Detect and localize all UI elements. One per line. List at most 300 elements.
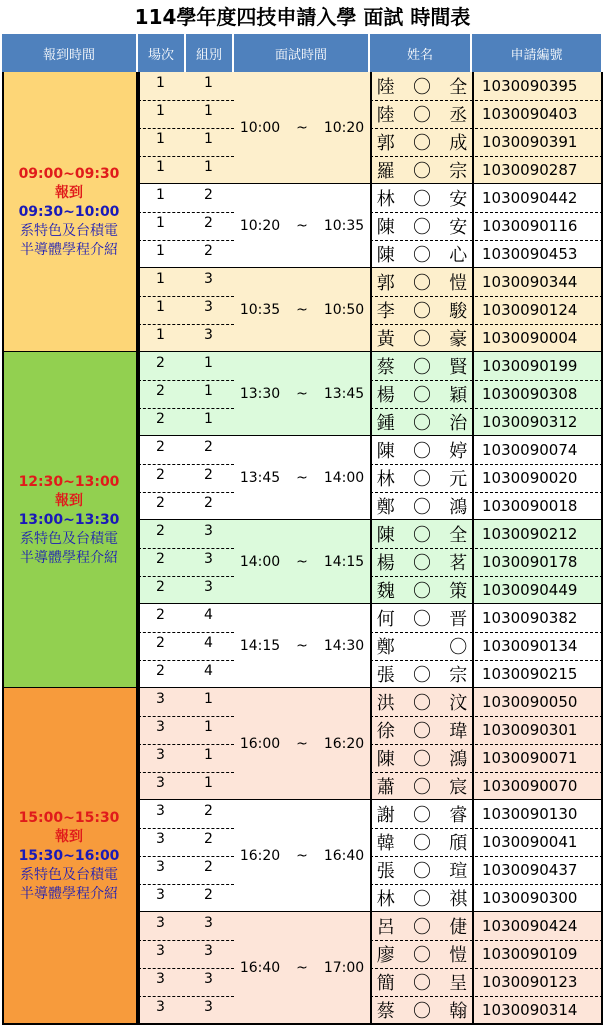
checkin-time: 15:00~15:30: [18, 809, 120, 826]
name-char: 治: [449, 413, 468, 434]
intro-text: 半導體學程介紹: [20, 885, 118, 902]
interview-separator: ~: [296, 470, 308, 486]
group-cell: 2: [204, 831, 213, 847]
group-cell: 2: [204, 467, 213, 483]
interview-time-cell: [234, 184, 370, 268]
interview-start: 16:00: [239, 736, 281, 752]
name-char: 〇: [413, 301, 431, 322]
name-char: 〇: [413, 245, 431, 266]
column-divider: [601, 72, 603, 1024]
student-name: [370, 548, 472, 576]
interview-start: 14:15: [239, 638, 281, 654]
venue-cell: 2: [156, 355, 165, 371]
group-cell: 1: [204, 747, 213, 763]
row-divider: [138, 380, 234, 381]
student-name: [370, 324, 472, 352]
header-group: 組別: [186, 34, 234, 72]
name-char: 〇: [413, 105, 431, 126]
name-char: 愷: [449, 945, 468, 966]
name-char: 〇: [413, 497, 431, 518]
group-cell: 1: [204, 159, 213, 175]
student-name: [370, 800, 472, 828]
row-divider: [138, 240, 234, 241]
venue-cell: 3: [156, 915, 165, 931]
application-number: 1030090123: [482, 973, 578, 991]
venue-cell: 2: [156, 551, 165, 567]
name-char: 〇: [413, 525, 431, 546]
name-char: 〇: [413, 161, 431, 182]
interview-end: 10:20: [323, 120, 365, 136]
application-number: 1030090453: [482, 245, 578, 263]
interview-separator: ~: [296, 736, 308, 752]
interview-time-cell: [234, 604, 370, 688]
name-char: 〇: [413, 441, 431, 462]
venue-cell: 3: [156, 859, 165, 875]
name-char: 蔡: [376, 357, 395, 378]
name-char: 〇: [413, 749, 431, 770]
interview-start: 10:00: [239, 120, 281, 136]
name-char: 〇: [413, 889, 431, 910]
name-char: 元: [449, 469, 468, 490]
name-char: 林: [376, 469, 395, 490]
interview-time-cell: [234, 800, 370, 912]
row-divider: [138, 632, 234, 633]
student-name: [370, 632, 472, 660]
name-char: 陳: [376, 245, 395, 266]
name-char: 〇: [413, 805, 431, 826]
group-cell: 4: [204, 635, 213, 651]
group-cell: 3: [204, 915, 213, 931]
intro-time: 13:00~13:30: [18, 511, 120, 528]
name-char: 呂: [376, 917, 395, 938]
name-char: 呈: [449, 973, 468, 994]
application-number: 1030090424: [482, 917, 578, 935]
interview-separator: ~: [296, 386, 308, 402]
name-char: 心: [449, 245, 468, 266]
student-name: [370, 268, 472, 296]
group-cell: 3: [204, 999, 213, 1015]
student-name: [370, 352, 472, 380]
student-name: [370, 492, 472, 520]
checkin-label: 報到: [55, 492, 83, 509]
interview-separator: ~: [296, 960, 308, 976]
venue-cell: 2: [156, 411, 165, 427]
name-char: 徐: [376, 721, 395, 742]
student-name: [370, 408, 472, 436]
interview-time-cell: [234, 912, 370, 1024]
interview-start: 16:20: [239, 848, 281, 864]
name-char: 〇: [413, 77, 431, 98]
row-divider: [138, 744, 234, 745]
application-number: 1030090070: [482, 777, 578, 795]
intro-time: 15:30~16:00: [18, 847, 120, 864]
intro-text: 半導體學程介紹: [20, 241, 118, 258]
application-number: 1030090004: [482, 329, 578, 347]
name-char: 蔡: [376, 1001, 395, 1022]
group-cell: 3: [204, 523, 213, 539]
row-divider: [138, 128, 234, 129]
student-name: [370, 296, 472, 324]
row-divider: [138, 464, 234, 465]
group-cell: 2: [204, 803, 213, 819]
name-char: 陸: [376, 77, 395, 98]
application-number: 1030090124: [482, 301, 578, 319]
group-cell: 2: [204, 859, 213, 875]
name-char: 全: [449, 525, 468, 546]
name-char: 鄭: [376, 637, 395, 658]
student-name: [370, 184, 472, 212]
interview-separator: ~: [296, 120, 308, 136]
application-number: 1030090382: [482, 609, 578, 627]
application-number: 1030090301: [482, 721, 578, 739]
venue-cell: 2: [156, 383, 165, 399]
venue-cell: 2: [156, 439, 165, 455]
interview-start: 14:00: [239, 554, 281, 570]
name-char: 〇: [413, 833, 431, 854]
name-char: 宸: [449, 777, 468, 798]
student-name: [370, 772, 472, 800]
row-divider: [138, 772, 234, 773]
student-name: [370, 72, 472, 100]
row-divider: [138, 492, 234, 493]
interview-end: 10:35: [323, 218, 365, 234]
application-number: 1030090178: [482, 553, 578, 571]
application-number: 1030090344: [482, 273, 578, 291]
name-char: 張: [376, 665, 395, 686]
group-cell: 2: [204, 187, 213, 203]
venue-cell: 2: [156, 635, 165, 651]
venue-cell: 2: [156, 495, 165, 511]
group-cell: 3: [204, 579, 213, 595]
row-divider: [138, 968, 234, 969]
name-char: 〇: [413, 1001, 431, 1022]
application-number: 1030090109: [482, 945, 578, 963]
row-divider: [138, 100, 234, 101]
interview-end: 14:30: [323, 638, 365, 654]
intro-text: 系特色及台積電: [20, 530, 118, 547]
checkin-label: 報到: [55, 184, 83, 201]
group-cell: 1: [204, 75, 213, 91]
intro-text: 系特色及台積電: [20, 222, 118, 239]
name-char: 穎: [449, 385, 468, 406]
name-char: 鄭: [376, 497, 395, 518]
application-number: 1030090018: [482, 497, 578, 515]
name-char: 〇: [413, 189, 431, 210]
name-char: 〇: [413, 721, 431, 742]
application-number: 1030090395: [482, 77, 578, 95]
name-char: 林: [376, 889, 395, 910]
row-divider: [138, 296, 234, 297]
group-cell: 1: [204, 775, 213, 791]
student-name: [370, 968, 472, 996]
venue-cell: 2: [156, 523, 165, 539]
name-char: 〇: [413, 385, 431, 406]
name-char: 宗: [449, 161, 468, 182]
name-char: 頎: [449, 833, 468, 854]
name-char: 〇: [413, 861, 431, 882]
application-number: 1030090287: [482, 161, 578, 179]
application-number: 1030090130: [482, 805, 578, 823]
application-number: 1030090308: [482, 385, 578, 403]
venue-cell: 2: [156, 663, 165, 679]
name-char: 林: [376, 189, 395, 210]
application-number: 1030090041: [482, 833, 578, 851]
name-char: 郭: [376, 273, 395, 294]
name-char: 豪: [449, 329, 468, 350]
venue-cell: 1: [156, 327, 165, 343]
student-name: [370, 576, 472, 604]
student-name: [370, 464, 472, 492]
checkin-time: 09:00~09:30: [18, 165, 120, 182]
venue-cell: 3: [156, 971, 165, 987]
venue-cell: 3: [156, 831, 165, 847]
group-cell: 2: [204, 243, 213, 259]
student-name: [370, 240, 472, 268]
intro-text: 系特色及台積電: [20, 866, 118, 883]
row-divider: [138, 884, 234, 885]
interview-end: 10:50: [323, 302, 365, 318]
name-char: 〇: [413, 469, 431, 490]
name-char: 魏: [376, 581, 395, 602]
name-char: 洪: [376, 693, 395, 714]
name-char: 楊: [376, 385, 395, 406]
interview-start: 13:45: [239, 470, 281, 486]
interview-separator: ~: [296, 638, 308, 654]
interview-time-cell: [234, 72, 370, 184]
column-divider: [370, 72, 372, 1024]
name-char: 睿: [449, 805, 468, 826]
name-char: 廖: [376, 945, 395, 966]
intro-text: 半導體學程介紹: [20, 549, 118, 566]
name-char: 〇: [449, 637, 468, 658]
student-name: [370, 884, 472, 912]
application-number: 1030090199: [482, 357, 578, 375]
student-name: [370, 212, 472, 240]
student-name: [370, 828, 472, 856]
name-char: 瑄: [449, 861, 468, 882]
interview-time-cell: [234, 436, 370, 520]
name-char: 成: [449, 133, 468, 154]
header-venue: 場次: [138, 34, 186, 72]
interview-time-cell: [234, 688, 370, 800]
header-app-no: 申請編號: [472, 34, 603, 72]
name-char: 〇: [413, 217, 431, 238]
venue-cell: 3: [156, 943, 165, 959]
group-cell: 1: [204, 131, 213, 147]
group-cell: 4: [204, 607, 213, 623]
name-char: 楊: [376, 553, 395, 574]
student-name: [370, 100, 472, 128]
header-name: 姓名: [370, 34, 472, 72]
row-divider: [138, 716, 234, 717]
column-divider: [138, 72, 140, 1024]
application-number: 1030090212: [482, 525, 578, 543]
application-number: 1030090020: [482, 469, 578, 487]
name-char: 〇: [413, 273, 431, 294]
name-char: 賢: [449, 357, 468, 378]
student-name: [370, 912, 472, 940]
column-divider: [472, 72, 474, 1024]
session-checkin-cell: [2, 352, 138, 688]
name-char: 蕭: [376, 777, 395, 798]
group-cell: 4: [204, 663, 213, 679]
name-char: 安: [449, 217, 468, 238]
interview-time-cell: [234, 352, 370, 436]
application-number: 1030090300: [482, 889, 578, 907]
interview-start: 13:30: [239, 386, 281, 402]
student-name: [370, 940, 472, 968]
interview-separator: ~: [296, 848, 308, 864]
venue-cell: 3: [156, 803, 165, 819]
application-number: 1030090116: [482, 217, 578, 235]
venue-cell: 3: [156, 999, 165, 1015]
application-number: 1030090391: [482, 133, 578, 151]
application-number: 1030090449: [482, 581, 578, 599]
group-cell: 3: [204, 551, 213, 567]
venue-cell: 3: [156, 775, 165, 791]
interview-end: 17:00: [323, 960, 365, 976]
column-divider: [2, 72, 4, 1024]
group-cell: 3: [204, 299, 213, 315]
row-divider: [138, 576, 234, 577]
group-cell: 3: [204, 327, 213, 343]
checkin-label: 報到: [55, 828, 83, 845]
student-name: [370, 436, 472, 464]
venue-cell: 1: [156, 187, 165, 203]
group-cell: 1: [204, 411, 213, 427]
venue-cell: 2: [156, 579, 165, 595]
name-char: 鍾: [376, 413, 395, 434]
name-char: 全: [449, 77, 468, 98]
name-char: 〇: [413, 917, 431, 938]
student-name: [370, 716, 472, 744]
row-divider: [138, 408, 234, 409]
group-cell: 3: [204, 271, 213, 287]
row-divider: [138, 940, 234, 941]
header-interview-time: 面試時間: [234, 34, 370, 72]
name-char: 祺: [449, 889, 468, 910]
row-divider: [138, 212, 234, 213]
name-char: 翰: [449, 1001, 468, 1022]
name-char: 韓: [376, 833, 395, 854]
name-char: 茗: [449, 553, 468, 574]
name-char: 〇: [413, 413, 431, 434]
page-title: 114學年度四技申請入學 面試 時間表: [134, 5, 471, 29]
name-char: 〇: [413, 777, 431, 798]
application-number: 1030090442: [482, 189, 578, 207]
group-cell: 1: [204, 719, 213, 735]
interview-separator: ~: [296, 218, 308, 234]
name-char: 〇: [413, 609, 431, 630]
row-divider: [138, 660, 234, 661]
group-cell: 2: [204, 215, 213, 231]
student-name: [370, 156, 472, 184]
venue-cell: 2: [156, 607, 165, 623]
row-divider: [138, 548, 234, 549]
name-char: 倢: [449, 917, 468, 938]
student-name: [370, 520, 472, 548]
name-char: 陳: [376, 525, 395, 546]
application-number: 1030090071: [482, 749, 578, 767]
name-char: 〇: [413, 329, 431, 350]
student-name: [370, 688, 472, 716]
row-divider: [138, 996, 234, 997]
row-divider: [138, 324, 234, 325]
group-cell: 1: [204, 691, 213, 707]
session-checkin-cell: [2, 688, 138, 1024]
interview-end: 16:20: [323, 736, 365, 752]
name-char: 〇: [413, 357, 431, 378]
group-cell: 2: [204, 495, 213, 511]
name-char: 〇: [413, 133, 431, 154]
name-char: 婷: [449, 441, 468, 462]
application-number: 1030090134: [482, 637, 578, 655]
group-cell: 3: [204, 943, 213, 959]
name-char: 〇: [413, 553, 431, 574]
venue-cell: 1: [156, 75, 165, 91]
interview-start: 10:20: [239, 218, 281, 234]
venue-cell: 3: [156, 719, 165, 735]
application-number: 1030090312: [482, 413, 578, 431]
name-char: 李: [376, 301, 395, 322]
application-number: 1030090314: [482, 1001, 578, 1019]
row-divider: [138, 828, 234, 829]
name-char: 〇: [413, 581, 431, 602]
application-number: 1030090215: [482, 665, 578, 683]
name-char: 〇: [413, 945, 431, 966]
interview-end: 16:40: [323, 848, 365, 864]
schedule-table: [2, 34, 603, 1020]
interview-start: 10:35: [239, 302, 281, 318]
group-cell: 2: [204, 439, 213, 455]
student-name: [370, 128, 472, 156]
header-checkin-time: 報到時間: [2, 34, 138, 72]
name-char: 何: [376, 609, 395, 630]
venue-cell: 3: [156, 747, 165, 763]
venue-cell: 1: [156, 159, 165, 175]
student-name: [370, 856, 472, 884]
group-cell: 2: [204, 887, 213, 903]
name-char: 晋: [449, 609, 468, 630]
interview-time-cell: [234, 520, 370, 604]
student-name: [370, 996, 472, 1024]
interview-end: 14:15: [323, 554, 365, 570]
venue-cell: 1: [156, 299, 165, 315]
name-char: 安: [449, 189, 468, 210]
interview-end: 13:45: [323, 386, 365, 402]
venue-cell: 1: [156, 131, 165, 147]
name-char: 汶: [449, 693, 468, 714]
name-char: 〇: [413, 973, 431, 994]
name-char: 駿: [449, 301, 468, 322]
name-char: 黃: [376, 329, 395, 350]
interview-separator: ~: [296, 302, 308, 318]
checkin-time: 12:30~13:00: [18, 473, 120, 490]
name-char: 宗: [449, 665, 468, 686]
venue-cell: 1: [156, 243, 165, 259]
group-cell: 3: [204, 971, 213, 987]
name-char: 陸: [376, 105, 395, 126]
name-char: 郭: [376, 133, 395, 154]
application-number: 1030090437: [482, 861, 578, 879]
name-char: 羅: [376, 161, 395, 182]
venue-cell: 3: [156, 887, 165, 903]
student-name: [370, 744, 472, 772]
group-cell: 1: [204, 355, 213, 371]
venue-cell: 1: [156, 271, 165, 287]
group-cell: 1: [204, 383, 213, 399]
application-number: 1030090050: [482, 693, 578, 711]
